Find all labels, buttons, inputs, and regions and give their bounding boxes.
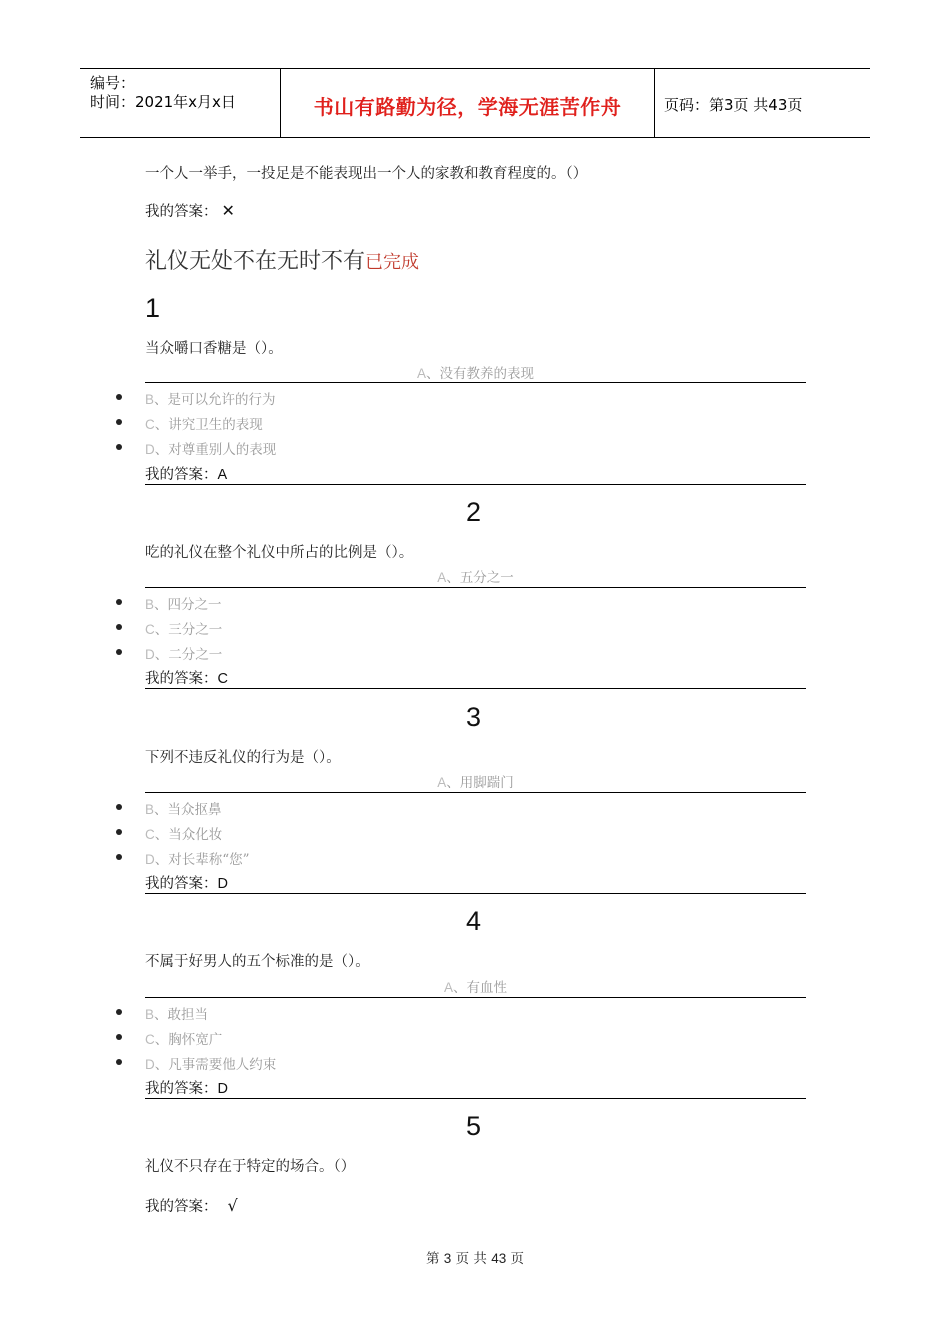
number-label: 编号： bbox=[90, 74, 136, 92]
question-text: 下列不违反礼仪的行为是（）。 bbox=[145, 750, 341, 766]
footer-page-number: 3 bbox=[443, 1251, 452, 1266]
divider bbox=[145, 997, 806, 998]
option-a bbox=[145, 976, 806, 996]
header-right-cell bbox=[654, 69, 870, 137]
option-text: 、是可以允许的行为 bbox=[154, 392, 276, 408]
bullet-icon bbox=[116, 1034, 122, 1040]
cross-mark-icon: ✕ bbox=[221, 201, 235, 220]
question-number: 2 bbox=[466, 497, 482, 527]
page-info: 页码：第3页 共43页 bbox=[664, 96, 803, 114]
page-footer bbox=[0, 1247, 950, 1267]
option-letter: B bbox=[145, 1007, 155, 1022]
footer-mid: 页 共 bbox=[455, 1251, 487, 1267]
option-letter: C bbox=[145, 827, 155, 842]
document-header bbox=[80, 68, 870, 138]
option-letter: D bbox=[145, 647, 155, 662]
option-text: 、有血性 bbox=[453, 980, 507, 996]
option-text: 、讲究卫生的表现 bbox=[154, 417, 263, 433]
answer-value: A bbox=[217, 467, 228, 483]
answer-label: 我的答案： bbox=[145, 1199, 218, 1215]
bullet-icon bbox=[116, 444, 122, 450]
option-c bbox=[145, 823, 222, 843]
option-letter: A bbox=[437, 570, 447, 585]
option-letter: C bbox=[145, 1032, 155, 1047]
answer-label: 我的答案： bbox=[145, 876, 218, 892]
option-text: 、用脚踹门 bbox=[446, 775, 514, 791]
section-title-text: 礼仪无处不在无时不有 bbox=[145, 249, 366, 274]
option-text: 、四分之一 bbox=[154, 597, 222, 613]
bullet-icon bbox=[116, 1059, 122, 1065]
option-b bbox=[145, 593, 222, 613]
option-letter: B bbox=[145, 392, 155, 407]
option-b bbox=[145, 798, 222, 818]
header-middle-cell bbox=[280, 69, 655, 137]
question-text: 当众嚼口香糖是（）。 bbox=[145, 341, 283, 357]
option-letter: D bbox=[145, 442, 155, 457]
option-text: 、凡事需要他人约束 bbox=[154, 1057, 277, 1073]
section-title bbox=[145, 244, 419, 275]
option-text: 、对长辈称“您” bbox=[154, 852, 250, 868]
question-text: 吃的礼仪在整个礼仪中所占的比例是（）。 bbox=[145, 545, 414, 561]
footer-total-pages: 43 bbox=[491, 1251, 507, 1266]
footer-prefix: 第 bbox=[425, 1251, 440, 1267]
divider bbox=[145, 688, 806, 689]
my-answer bbox=[145, 872, 228, 893]
bullet-icon bbox=[116, 1009, 122, 1015]
section-status: 已完成 bbox=[365, 252, 420, 273]
question-number: 1 bbox=[145, 293, 161, 323]
answer-value: C bbox=[217, 671, 228, 687]
option-letter: C bbox=[145, 417, 155, 432]
my-answer bbox=[145, 1077, 228, 1098]
option-text: 、当众抠鼻 bbox=[154, 802, 222, 818]
bullet-icon bbox=[116, 829, 122, 835]
answer-label: 我的答案： bbox=[145, 1081, 218, 1097]
option-text: 、敢担当 bbox=[154, 1007, 209, 1023]
divider bbox=[145, 893, 806, 894]
question-text: 不属于好男人的五个标准的是（）。 bbox=[145, 954, 370, 970]
bullet-icon bbox=[116, 419, 122, 425]
option-letter: B bbox=[145, 597, 155, 612]
bullet-icon bbox=[116, 804, 122, 810]
option-b bbox=[145, 388, 276, 408]
option-letter: A bbox=[416, 366, 426, 381]
question-number: 3 bbox=[466, 702, 482, 732]
header-left-cell bbox=[80, 69, 280, 137]
intro-question-text: 一个人一举手，一投足是不能表现出一个人的家教和教育程度的。（） bbox=[145, 166, 588, 182]
check-mark-icon: √ bbox=[227, 1196, 238, 1215]
option-letter: A bbox=[437, 775, 447, 790]
option-letter: B bbox=[145, 802, 155, 817]
option-b bbox=[145, 1003, 208, 1023]
my-answer bbox=[145, 463, 227, 484]
time-label: 时间：2021年x月x日 bbox=[90, 93, 236, 111]
divider bbox=[145, 792, 806, 793]
divider bbox=[145, 484, 806, 485]
question-number: 5 bbox=[466, 1111, 482, 1141]
bullet-icon bbox=[116, 394, 122, 400]
bullet-icon bbox=[116, 854, 122, 860]
option-text: 、三分之一 bbox=[154, 622, 223, 638]
divider bbox=[145, 587, 806, 588]
divider bbox=[145, 382, 806, 383]
option-a bbox=[145, 566, 806, 586]
option-letter: A bbox=[443, 980, 453, 995]
question-number: 4 bbox=[466, 906, 482, 936]
option-d bbox=[145, 643, 222, 663]
option-c bbox=[145, 413, 263, 433]
bullet-icon bbox=[116, 599, 122, 605]
footer-suffix: 页 bbox=[510, 1251, 525, 1267]
divider bbox=[145, 1098, 806, 1099]
option-d bbox=[145, 1053, 276, 1073]
option-c bbox=[145, 1028, 222, 1048]
answer-value: D bbox=[217, 1081, 228, 1097]
option-text: 、没有教养的表现 bbox=[426, 366, 534, 382]
my-answer bbox=[145, 667, 228, 688]
option-a bbox=[145, 362, 806, 382]
option-d bbox=[145, 438, 276, 458]
option-a bbox=[145, 771, 806, 791]
option-letter: D bbox=[145, 1057, 155, 1072]
answer-label: 我的答案： bbox=[145, 204, 218, 220]
intro-answer bbox=[145, 200, 235, 221]
answer-label: 我的答案： bbox=[145, 671, 218, 687]
question-text: 礼仪不只存在于特定的场合。（） bbox=[145, 1159, 356, 1175]
bullet-icon bbox=[116, 649, 122, 655]
option-text: 、胸怀宽广 bbox=[154, 1032, 223, 1048]
my-answer bbox=[145, 1195, 238, 1216]
option-text: 、当众化妆 bbox=[154, 827, 223, 843]
option-letter: D bbox=[145, 852, 155, 867]
option-d bbox=[145, 848, 250, 868]
option-c bbox=[145, 618, 222, 638]
option-text: 、二分之一 bbox=[154, 647, 223, 663]
motto: 书山有路勤为径，学海无涯苦作舟 bbox=[313, 95, 622, 119]
bullet-icon bbox=[116, 624, 122, 630]
option-text: 、五分之一 bbox=[446, 570, 514, 586]
option-letter: C bbox=[145, 622, 155, 637]
option-text: 、对尊重别人的表现 bbox=[154, 442, 277, 458]
answer-value: D bbox=[217, 876, 228, 892]
answer-label: 我的答案： bbox=[145, 467, 218, 483]
